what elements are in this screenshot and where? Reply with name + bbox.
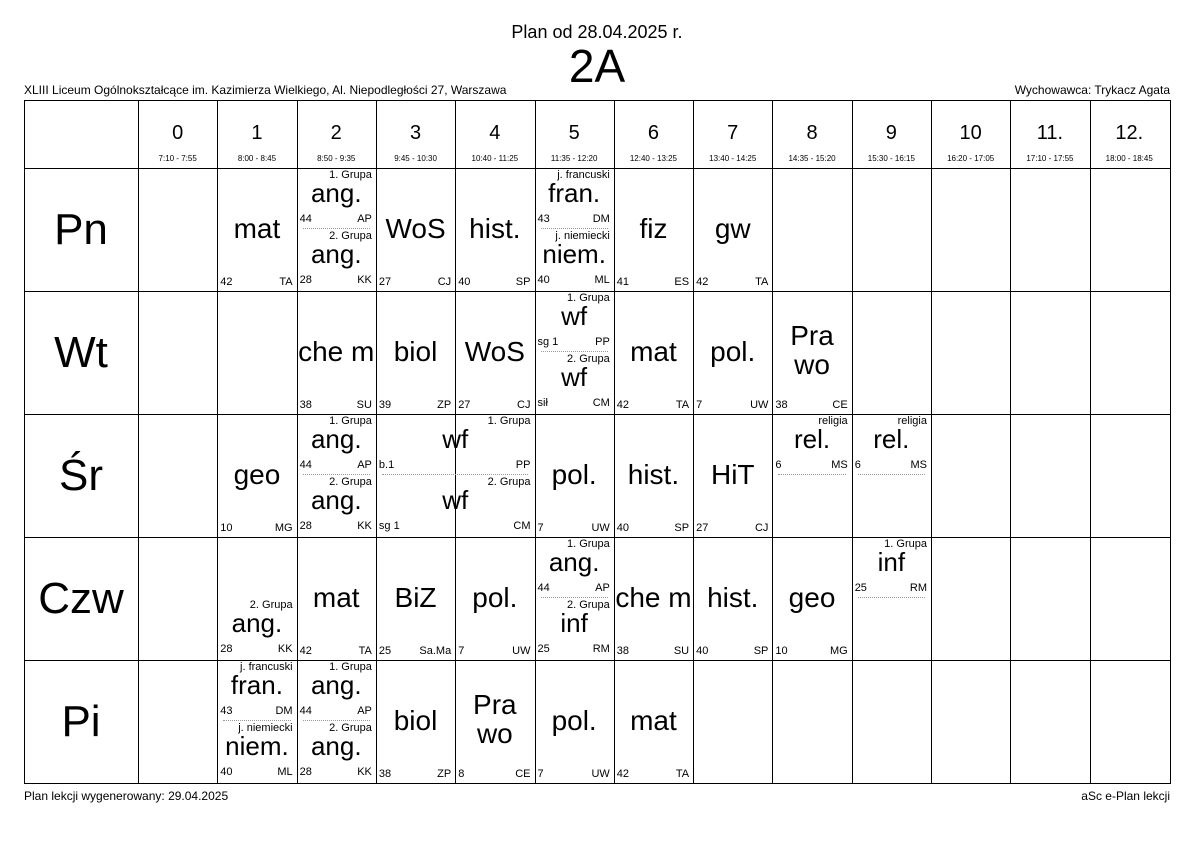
group-lesson [297, 414, 376, 476]
lesson-cell[interactable] [693, 168, 772, 291]
lesson-cell[interactable] [217, 168, 296, 291]
grid-line [1090, 100, 1091, 784]
lesson-subject: niem. [542, 239, 606, 269]
lesson-subject: mat [630, 335, 677, 367]
group-name: j. francuski [557, 169, 610, 181]
software-brand: aSc e-Plan lekcji [1081, 789, 1170, 803]
group-name: j. niemiecki [555, 230, 610, 242]
school-info: XLIII Liceum Ogólnokształcące im. Kazimierza Wielkiego, Al. Niepodległości 27, Warszawa [24, 83, 507, 97]
group-name: 1. Grupa [329, 661, 372, 673]
lesson-subject: biol [393, 704, 438, 736]
group-lesson-cell[interactable] [297, 475, 376, 537]
lesson-room: 28 [220, 643, 233, 655]
group-name: 1. Grupa [329, 415, 372, 427]
group-lesson [852, 537, 931, 599]
lesson-teacher: TA [279, 276, 293, 288]
group-lesson [852, 414, 931, 476]
lesson-subject: ang. [310, 178, 362, 208]
group-name: 2. Grupa [329, 476, 372, 488]
timetable-grid [24, 100, 1171, 784]
lesson-subject: fran. [548, 178, 601, 208]
period-time: 15:30 - 16:15 [867, 154, 915, 163]
period-number: 11. [1036, 122, 1064, 144]
lesson-room: 40 [537, 274, 550, 286]
lesson-teacher: RM [592, 643, 610, 655]
period-number: 10 [959, 122, 982, 144]
group-lesson [376, 475, 535, 537]
lesson-room: 6 [775, 459, 782, 471]
lesson-subject: rel. [793, 424, 831, 454]
lesson-room: 41 [616, 276, 630, 288]
lesson-subject: biol [393, 335, 438, 367]
group-lesson [535, 291, 614, 353]
lesson-subject: che m [298, 335, 375, 367]
lesson-room: 8 [458, 768, 465, 780]
lesson-cell[interactable] [535, 660, 614, 783]
lesson-cell[interactable] [614, 414, 693, 537]
lesson-cell[interactable] [693, 291, 772, 414]
lesson-teacher: MG [829, 645, 848, 657]
lesson-room: sg 1 [537, 336, 559, 348]
period-time: 8:50 - 9:35 [317, 154, 356, 163]
lesson-teacher: ZP [437, 768, 452, 780]
lesson-teacher: TA [755, 276, 769, 288]
group-lesson-cell[interactable] [535, 229, 614, 291]
period-time: 18:00 - 18:45 [1105, 154, 1153, 163]
lesson-subject: hist. [627, 458, 680, 490]
lesson-room: 10 [220, 522, 233, 534]
lesson-subject: BiZ [394, 581, 437, 613]
lesson-subject: Pra wo [790, 319, 834, 380]
lesson-teacher: KK [357, 766, 372, 778]
group-name: 2. Grupa [249, 599, 293, 611]
lesson-subject: fiz [639, 212, 668, 244]
lesson-cell[interactable] [614, 537, 693, 660]
lesson-subject: pol. [551, 458, 597, 490]
group-lesson-cell[interactable] [376, 475, 535, 537]
lesson-room: 40 [696, 645, 709, 657]
lesson-cell[interactable] [693, 537, 772, 660]
lesson-teacher: AP [357, 459, 372, 471]
lesson-teacher: AP [357, 705, 372, 717]
lesson-subject: pol. [551, 704, 597, 736]
day-label: Pi [61, 697, 101, 746]
group-lesson-cell[interactable] [852, 414, 931, 476]
lesson-subject: ang. [310, 239, 362, 269]
lesson-cell[interactable] [614, 168, 693, 291]
lesson-room: b.1 [378, 459, 395, 471]
plan-date: Plan od 28.04.2025 r. [511, 22, 683, 42]
lesson-subject: che m [615, 581, 692, 613]
group-name: j. niemiecki [238, 722, 293, 734]
group-lesson [535, 352, 614, 414]
lesson-room: 7 [458, 645, 465, 657]
lesson-teacher: PP [515, 459, 531, 471]
lesson-subject: wf [442, 485, 469, 515]
group-lesson-cell[interactable] [297, 414, 376, 476]
lesson-teacher: ZP [437, 399, 452, 411]
group-name: 1. Grupa [884, 538, 927, 550]
group-lesson [297, 475, 376, 537]
lesson-subject: mat [233, 212, 281, 244]
period-time: 8:00 - 8:45 [237, 154, 277, 163]
class-tutor: Wychowawca: Trykacz Agata [1014, 83, 1170, 97]
day-label: Czw [38, 574, 124, 623]
lesson-teacher: CE [832, 399, 848, 411]
lesson-room: sg 1 [378, 520, 400, 532]
group-lesson-cell[interactable] [297, 660, 376, 722]
lesson-teacher: PP [595, 336, 610, 348]
lesson-teacher: DM [592, 213, 610, 225]
lesson-room: 7 [537, 768, 544, 780]
group-divider [778, 474, 845, 475]
lesson-teacher: CM [513, 520, 531, 532]
group-lesson-cell[interactable] [297, 721, 376, 783]
group-lesson [297, 721, 376, 783]
group-name: 1. Grupa [566, 538, 610, 550]
period-number: 3 [409, 122, 422, 144]
lesson-room: 44 [299, 705, 312, 717]
lesson-cell[interactable] [772, 537, 851, 660]
lesson-teacher: TA [675, 768, 690, 780]
lesson-room: 38 [775, 399, 788, 411]
group-lesson [297, 660, 376, 722]
grid-line [931, 100, 932, 784]
lesson-room: 7 [537, 522, 544, 534]
lesson-teacher: MG [274, 522, 293, 534]
period-time: 17:10 - 17:55 [1026, 154, 1074, 163]
lesson-subject: WoS [464, 335, 525, 367]
period-time: 12:40 - 13:25 [629, 154, 678, 163]
lesson-room: 27 [696, 522, 709, 534]
lesson-teacher: CJ [437, 276, 452, 288]
lesson-cell[interactable] [376, 537, 455, 660]
lesson-teacher: SU [356, 399, 372, 411]
lesson-teacher: SU [673, 645, 690, 657]
lesson-teacher: DM [275, 705, 293, 717]
lesson-room: 44 [537, 582, 550, 594]
group-lesson-cell[interactable] [376, 414, 535, 476]
period-number: 9 [885, 122, 897, 144]
period-time: 10:40 - 11:25 [471, 154, 519, 163]
group-lesson [535, 229, 614, 291]
grid-line [138, 100, 139, 784]
period-number: 7 [727, 122, 739, 144]
group-lesson-cell[interactable] [535, 168, 614, 230]
period-time: 16:20 - 17:05 [947, 154, 995, 163]
lesson-room: 42 [616, 768, 630, 780]
lesson-teacher: UW [591, 768, 610, 780]
lesson-cell[interactable] [297, 537, 376, 660]
group-lesson-cell[interactable] [852, 537, 931, 599]
lesson-room: 39 [378, 399, 392, 411]
lesson-subject: ang. [310, 485, 362, 515]
group-lesson-cell[interactable] [535, 352, 614, 414]
group-lesson [217, 721, 296, 783]
lesson-subject: wf [561, 301, 588, 331]
lesson-teacher: TA [358, 645, 372, 657]
period-number: 0 [172, 122, 184, 144]
lesson-teacher: ML [594, 274, 610, 286]
lesson-cell[interactable] [614, 660, 693, 783]
lesson-teacher: SP [515, 276, 531, 288]
lesson-subject: ang. [231, 608, 283, 638]
lesson-teacher: CJ [754, 522, 769, 534]
group-lesson-cell[interactable] [535, 598, 614, 660]
lesson-teacher: CM [592, 397, 610, 409]
lesson-room: 28 [299, 766, 312, 778]
lesson-teacher: KK [357, 520, 372, 532]
lesson-cell[interactable] [614, 291, 693, 414]
lesson-cell[interactable] [455, 168, 534, 291]
group-lesson-cell[interactable] [297, 168, 376, 230]
lesson-subject: geo [788, 581, 836, 613]
group-name: 1. Grupa [566, 292, 610, 304]
period-time: 14:35 - 15:20 [788, 154, 836, 163]
lesson-room: 25 [854, 582, 867, 594]
period-number: 2 [330, 122, 342, 144]
lesson-teacher: UW [512, 645, 531, 657]
day-label: Pn [54, 205, 108, 254]
lesson-room: 42 [696, 276, 709, 288]
lesson-teacher: CE [515, 768, 531, 780]
period-number: 12. [1115, 122, 1144, 144]
lesson-teacher: MS [831, 459, 848, 471]
lesson-subject: gw [714, 212, 751, 244]
lesson-subject: ang. [310, 670, 362, 700]
class-name: 2A [568, 40, 626, 92]
lesson-room: 43 [220, 705, 233, 717]
lesson-room: 40 [458, 276, 471, 288]
lesson-cell[interactable] [376, 168, 455, 291]
lesson-subject: ang. [548, 547, 600, 577]
lesson-cell[interactable] [535, 414, 614, 537]
lesson-room: sił [537, 397, 548, 409]
period-number: 8 [806, 122, 818, 144]
lesson-room: 7 [696, 399, 703, 411]
lesson-teacher: KK [357, 274, 372, 286]
lesson-subject: hist. [469, 212, 521, 244]
group-name: 1. Grupa [487, 415, 531, 427]
lesson-room: 28 [299, 274, 312, 286]
lesson-room: 43 [537, 213, 550, 225]
lesson-room: 42 [616, 399, 630, 411]
group-lesson [535, 598, 614, 660]
lesson-subject: inf [877, 547, 906, 577]
lesson-room: 40 [220, 766, 233, 778]
group-name: 2. Grupa [566, 599, 610, 611]
lesson-subject: mat [312, 581, 360, 613]
group-lesson [297, 229, 376, 291]
lesson-teacher: SP [753, 645, 769, 657]
period-number: 4 [489, 122, 501, 144]
group-lesson [376, 414, 535, 476]
group-name: religia [897, 415, 927, 427]
lesson-cell[interactable] [376, 291, 455, 414]
lesson-teacher: UW [750, 399, 769, 411]
lesson-teacher: ES [674, 276, 690, 288]
group-lesson-cell[interactable] [535, 291, 614, 353]
group-lesson [535, 537, 614, 599]
lesson-room: 25 [537, 643, 550, 655]
day-label: Śr [59, 451, 103, 500]
group-lesson-cell[interactable] [772, 414, 851, 476]
group-name: 2. Grupa [329, 722, 372, 734]
lesson-subject: wf [561, 362, 588, 392]
lesson-subject: wf [442, 424, 469, 454]
group-name: religia [818, 415, 848, 427]
period-time: 13:40 - 14:25 [709, 154, 757, 163]
group-lesson [535, 168, 614, 230]
lesson-cell[interactable] [297, 291, 376, 414]
day-label: Wt [54, 328, 108, 377]
group-name: 1. Grupa [329, 169, 372, 181]
period-number: 1 [251, 122, 263, 144]
lesson-cell[interactable] [455, 660, 534, 783]
lesson-subject: niem. [225, 731, 289, 761]
group-lesson-cell[interactable] [535, 537, 614, 599]
lesson-subject: hist. [707, 581, 759, 613]
lesson-room: 44 [299, 459, 312, 471]
lesson-room: 27 [458, 399, 471, 411]
lesson-teacher: MS [910, 459, 927, 471]
lesson-cell[interactable] [772, 291, 851, 414]
lesson-cell[interactable] [376, 660, 455, 783]
group-lesson-cell[interactable] [217, 721, 296, 783]
lesson-subject: pol. [472, 581, 518, 613]
lesson-room: 6 [854, 459, 861, 471]
group-lesson-cell[interactable] [297, 229, 376, 291]
lesson-room: 27 [378, 276, 392, 288]
period-time: 9:45 - 10:30 [394, 154, 437, 163]
lesson-subject: mat [630, 704, 677, 736]
group-name: 2. Grupa [487, 476, 531, 488]
lesson-subject: pol. [710, 335, 756, 367]
lesson-cell[interactable] [693, 414, 772, 537]
group-lesson-cell[interactable] [217, 598, 296, 660]
lesson-teacher: ML [277, 766, 293, 778]
lesson-room: 40 [616, 522, 630, 534]
lesson-subject: inf [560, 608, 588, 638]
lesson-room: 10 [775, 645, 788, 657]
lesson-cell[interactable] [217, 414, 296, 537]
group-name: 2. Grupa [329, 230, 372, 242]
lesson-teacher: SP [674, 522, 690, 534]
lesson-subject: fran. [230, 670, 283, 700]
lesson-subject: ang. [310, 424, 362, 454]
group-lesson [772, 414, 851, 476]
lesson-room: 28 [299, 520, 312, 532]
lesson-teacher: AP [357, 213, 372, 225]
period-time: 7:10 - 7:55 [158, 154, 197, 163]
lesson-room: 38 [299, 399, 312, 411]
lesson-room: 42 [299, 645, 312, 657]
grid-line [1010, 100, 1011, 784]
group-lesson-cell[interactable] [217, 660, 296, 722]
lesson-subject: geo [233, 458, 281, 490]
lesson-room: 44 [299, 213, 312, 225]
lesson-subject: Pra wo [473, 688, 517, 749]
lesson-subject: WoS [385, 212, 446, 244]
lesson-teacher: Sa.Ma [419, 645, 452, 657]
lesson-cell[interactable] [455, 537, 534, 660]
period-time: 11:35 - 12:20 [550, 154, 598, 163]
lesson-teacher: RM [909, 582, 927, 594]
lesson-teacher: TA [675, 399, 690, 411]
group-divider [858, 474, 925, 475]
group-lesson [297, 168, 376, 230]
lesson-teacher: CJ [517, 399, 531, 411]
group-name: 2. Grupa [566, 353, 610, 365]
period-number: 6 [647, 122, 659, 144]
period-number: 5 [568, 122, 580, 144]
lesson-room: 38 [616, 645, 630, 657]
lesson-room: 38 [378, 768, 392, 780]
group-lesson [217, 660, 296, 722]
lesson-subject: ang. [310, 731, 362, 761]
lesson-teacher: KK [277, 643, 293, 655]
group-lesson [217, 598, 296, 660]
lesson-subject: rel. [873, 424, 910, 454]
lesson-subject: HiT [710, 458, 755, 490]
lesson-teacher: AP [595, 582, 610, 594]
lesson-cell[interactable] [455, 291, 534, 414]
generated-date: Plan lekcji wygenerowany: 29.04.2025 [24, 789, 229, 803]
lesson-room: 25 [378, 645, 392, 657]
lesson-teacher: UW [591, 522, 610, 534]
group-name: j. francuski [240, 661, 293, 673]
lesson-room: 42 [220, 276, 233, 288]
group-divider [858, 597, 925, 598]
